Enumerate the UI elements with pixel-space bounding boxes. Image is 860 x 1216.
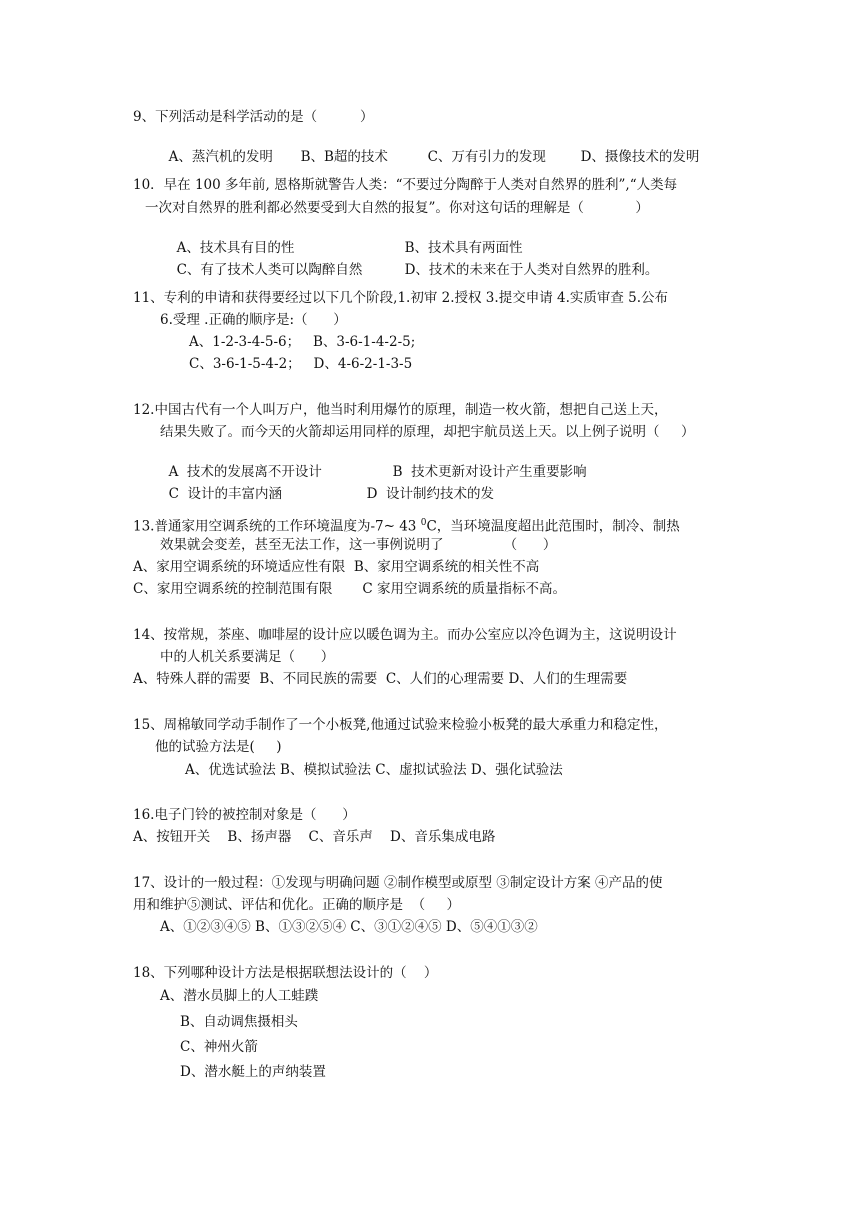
q16-stem: 16.电子门铃的被控制对象是（ ） — [133, 807, 356, 823]
q12-options-cd — [160, 467, 494, 503]
q9-option-c: C、万有引力的发现 — [427, 149, 546, 165]
q14-stem-line2: 中的人机关系要满足（ ） — [160, 649, 335, 665]
q9-option-d: D、摄像技术的发明 — [580, 149, 700, 165]
q13-stem-line2: 效果就会变差，甚至无法工作，这一事例说明了 （ ） — [160, 537, 557, 553]
q14-options: A、特殊人群的需要 B、不同民族的需要 C、人们的心理需要 D、人们的生理需要 — [133, 671, 628, 687]
q10-option-c: C、有了技术人类可以陶醉自然 — [176, 262, 363, 278]
q10-option-a: A、技术具有目的性 — [176, 240, 295, 256]
q15-options: A、优选试验法 B、模拟试验法 C、虚拟试验法 D、强化试验法 — [185, 762, 563, 778]
q18-stem: 18、下列哪种设计方法是根据联想法设计的（ ） — [133, 965, 438, 981]
q13-degree-superscript: 0 — [420, 518, 427, 528]
q13-options-ab: A、家用空调系统的环境适应性有限 B、家用空调系统的相关性不高 — [133, 559, 540, 575]
q12-option-c: C 设计的丰富内涵 — [168, 486, 283, 502]
q17-options: A、①②③④⑤ B、①③②⑤④ C、③①②④⑤ D、⑤④①③② — [160, 919, 538, 935]
q17-stem-line2: 用和维护⑤测试、评估和优化。正确的顺序是 （ ） — [133, 897, 461, 913]
q11-options-cd: C、3-6-1-5-4-2； D、4-6-2-1-3-5 — [189, 356, 413, 372]
q13-stem-part1: 13.普通家用空调系统的工作环境温度为-7~ 43 — [133, 518, 421, 535]
q9-stem: 9、下列活动是科学活动的是（ ） — [133, 109, 374, 125]
q9-option-b: B、B超的技术 — [300, 149, 388, 165]
q16-options: A、按钮开关 B、扬声器 C、音乐声 D、音乐集成电路 — [133, 829, 496, 845]
q15-stem-line2: 他的试验方法是( ) — [155, 739, 282, 755]
q10-stem-line2: 一次对自然界的胜利都必然要受到大自然的报复”。你对这句话的理解是（ ） — [145, 200, 649, 216]
q18-option-b: B、自动调焦摄相头 — [180, 1014, 298, 1030]
q9-options — [160, 130, 699, 166]
q15-stem-line1: 15、周棉敏同学动手制作了一个小板凳,他通过试验来检验小板凳的最大承重力和稳定性， — [133, 717, 668, 733]
q12-stem-line2: 结果失败了。而今天的火箭却运用同样的原理，却把宇航员送上天。以上例子说明（ ） — [160, 424, 695, 440]
q9-option-a: A、蒸汽机的发明 — [168, 149, 273, 165]
q12-option-b: B 技术更新对设计产生重要影响 — [392, 464, 587, 480]
q18-option-a: A、潜水员脚上的人工蛙蹼 — [160, 988, 319, 1004]
q12-option-a: A 技术的发展离不开设计 — [168, 464, 322, 480]
q17-stem-line1: 17、设计的一般过程：①发现与明确问题 ②制作模型或原型 ③制定设计方案 ④产品的使 — [133, 875, 663, 891]
q11-stem-line2: 6.受理 .正确的顺序是:（ ） — [160, 312, 347, 328]
q18-option-d: D、潜水艇上的声纳装置 — [180, 1064, 326, 1080]
q10-option-d: D、技术的未来在于人类对自然界的胜利。 — [404, 262, 659, 278]
q12-stem-line1: 12.中国古代有一个人叫万户，他当时利用爆竹的原理，制造一枚火箭，想把自己送上天， — [133, 402, 668, 418]
q10-stem-line1: 10．早在 100 多年前, 恩格斯就警告人类：“不要过分陶醉于人类对自然界的胜利”,“人类每 — [133, 177, 678, 193]
q13-stem-part2: C，当环境温度超出此范围时，制冷、制热 — [426, 518, 680, 535]
q13-stem-line1 — [133, 514, 680, 536]
q11-stem-line1: 11、专利的申请和获得要经过以下几个阶段,1.初审 2.授权 3.提交申请 4.实质审查 5.公布 — [133, 290, 669, 306]
q12-option-d: D 设计制约技术的发 — [366, 486, 494, 502]
q14-stem-line1: 14、按常规，茶座、咖啡屋的设计应以暖色调为主。而办公室应以冷色调为主，这说明设计 — [133, 627, 677, 643]
q10-option-b: B、技术具有两面性 — [404, 240, 523, 256]
q18-option-c: C、神州火箭 — [180, 1039, 258, 1055]
q13-options-cd: C、家用空调系统的控制范围有限 C 家用空调系统的质量指标不高。 — [133, 581, 566, 597]
q10-options-cd — [168, 243, 658, 279]
q11-options-ab: A、1-2-3-4-5-6； B、3-6-1-4-2-5; — [189, 334, 416, 350]
